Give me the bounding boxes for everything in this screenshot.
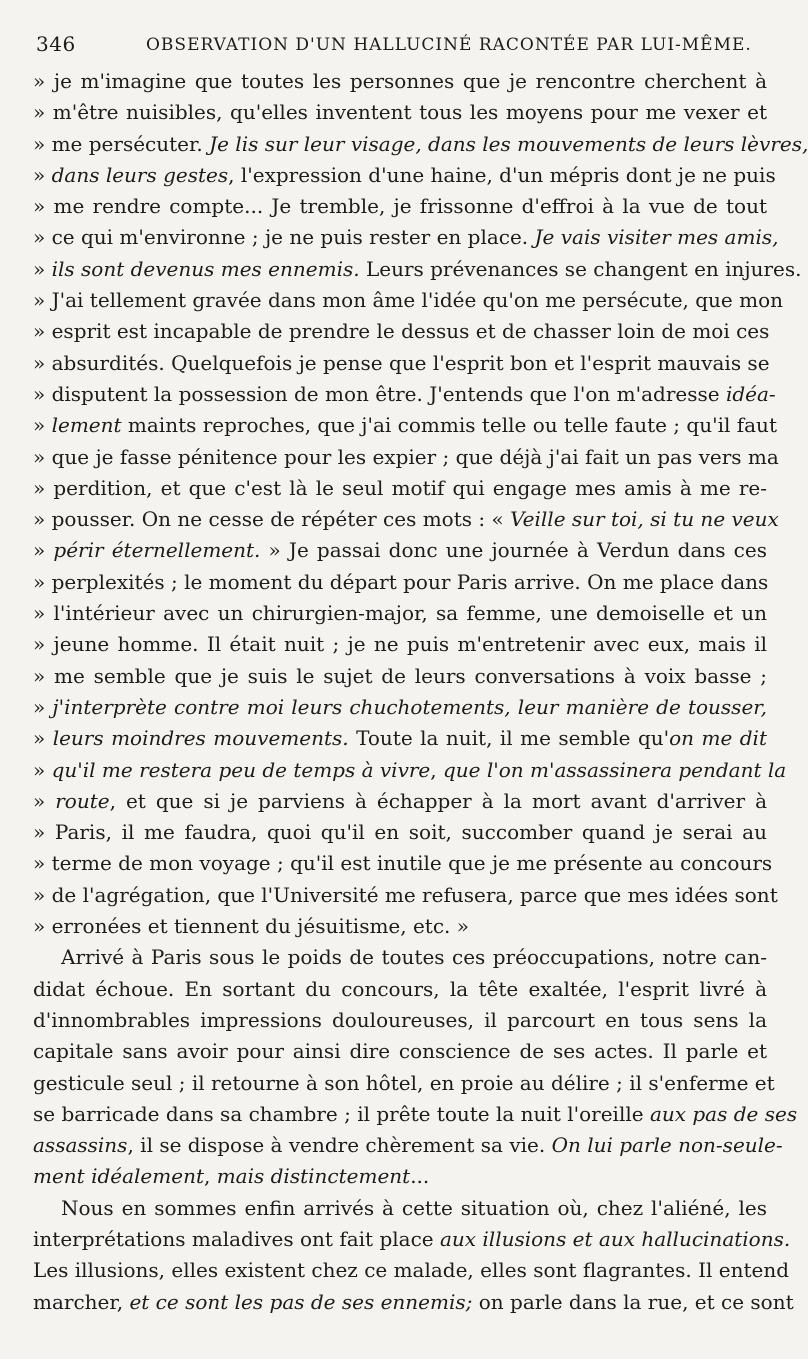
page-body-text <box>33 66 808 1318</box>
text-segment: » Paris, il me faudra, quoi qu'il en soit, succomber quand je serai au <box>33 820 767 845</box>
italic-text: aux illusions et aux hallucinations. <box>439 1226 791 1251</box>
text-segment: Nous en sommes enfin arrivés à cette situation où, chez l'aliéné, les <box>61 1195 767 1220</box>
text-segment: » <box>33 162 52 187</box>
text-line <box>33 598 767 629</box>
page-header <box>36 32 776 62</box>
text-segment: , <box>204 1164 217 1189</box>
text-line <box>33 535 767 566</box>
italic-text: leurs moindres mouvements. <box>52 726 349 751</box>
text-line <box>33 442 779 473</box>
text-line <box>33 222 779 253</box>
text-segment: » que je fasse pénitence pour les expier ; que déjà j'ai fait un pas vers ma <box>33 444 779 469</box>
text-line <box>33 942 767 973</box>
text-segment: marcher, <box>33 1289 130 1314</box>
text-segment: » <box>33 694 53 719</box>
text-segment: » me persécuter. <box>33 131 210 156</box>
italic-text: route <box>55 788 110 813</box>
text-line <box>33 661 767 692</box>
italic-text: Je lis sur leur visage, dans les mouvements de leurs lèvres, <box>209 131 808 156</box>
text-segment: » Je passai donc une journée à Verdun dans ces <box>260 538 767 563</box>
text-segment: » ce qui m'environne ; je ne puis rester en place. <box>33 225 535 250</box>
text-line <box>33 410 777 441</box>
running-title: OBSERVATION D'UN HALLUCINÉ RACONTÉE PAR LUI-MÊME. <box>146 35 752 55</box>
text-line <box>33 692 767 723</box>
text-segment: , <box>430 757 443 782</box>
text-line <box>33 129 808 160</box>
text-segment: on parle dans la rue, et ce sont <box>472 1289 794 1314</box>
text-segment: » <box>33 757 52 782</box>
text-segment: » <box>33 788 56 813</box>
text-line <box>33 629 767 660</box>
text-segment: ... <box>410 1164 430 1189</box>
text-segment: » esprit est incapable de prendre le dessus et de chasser loin de moi ces <box>33 319 770 344</box>
text-segment: gesticule seul ; il retourne à son hôtel, en proie au délire ; il s'enferme et <box>33 1070 775 1095</box>
text-segment: » terme de mon voyage ; qu'il est inutile que je me présente au concours <box>33 851 773 876</box>
text-line <box>33 848 773 879</box>
text-line <box>33 379 776 410</box>
text-segment: » absurdités. Quelquefois je pense que l'esprit bon et l'esprit mauvais se <box>33 350 770 375</box>
italic-text: Je vais visiter mes amis, <box>534 225 779 250</box>
text-line <box>33 504 779 535</box>
italic-text: qu'il me restera peu de temps à vivre <box>51 757 431 782</box>
italic-text: idéa- <box>725 381 776 406</box>
text-segment: » je m'imagine que toutes les personnes que je rencontre cherchent à <box>33 69 767 93</box>
text-segment: » J'ai tellement gravée dans mon âme l'idée qu'on me persécute, que mon <box>33 288 784 313</box>
text-segment: » jeune homme. Il était nuit ; je ne puis m'entretenir avec eux, mais il <box>33 632 767 657</box>
text-line <box>33 1287 794 1318</box>
text-line <box>33 1224 791 1255</box>
text-line <box>33 160 776 191</box>
text-line <box>33 1255 790 1286</box>
text-line <box>33 97 767 128</box>
text-line <box>33 786 767 817</box>
text-segment: » erronées et tiennent du jésuitisme, etc. » <box>33 914 469 939</box>
text-segment: , l'expression d'une haine, d'un mépris dont je ne puis <box>228 162 776 187</box>
text-segment: Les illusions, elles existent chez ce malade, elles sont flagrantes. Il entend <box>33 1258 790 1283</box>
text-segment: maints reproches, que j'ai commis telle ou telle faute ; qu'il faut <box>121 413 777 438</box>
text-line <box>33 1161 767 1192</box>
text-line <box>33 567 767 598</box>
italic-text: lement <box>51 413 122 438</box>
text-segment: » disputent la possession de mon être. J'entends que l'on m'adresse <box>33 381 726 406</box>
italic-text: ils sont devenus mes ennemis. <box>51 256 360 281</box>
text-segment: » me semble que je suis le sujet de leurs conversations à voix basse ; <box>33 663 767 688</box>
italic-text: on me dit <box>669 726 767 751</box>
text-segment: didat échoue. En sortant du concours, la tête exaltée, l'esprit livré à <box>33 976 767 1001</box>
text-line <box>33 1099 798 1130</box>
text-line <box>33 1036 767 1067</box>
text-segment: » pousser. On ne cesse de répéter ces mots : « <box>33 507 511 532</box>
text-segment: » l'intérieur avec un chirurgien-major, sa femme, une demoiselle et un <box>33 601 767 626</box>
text-segment: » <box>33 538 54 563</box>
text-segment: , et que si je parviens à échapper à la mort avant d'arriver à <box>109 788 767 813</box>
italic-text: j'interprète contre moi leurs chuchotements, leur manière de tousser, <box>52 694 768 719</box>
text-segment: » <box>33 726 53 751</box>
text-line <box>33 66 767 97</box>
italic-text: On lui parle non-seule- <box>551 1133 783 1158</box>
text-line <box>33 254 802 285</box>
text-segment: Leurs prévenances se changent en injures. <box>359 256 802 281</box>
text-line <box>33 1005 767 1036</box>
text-line <box>33 755 787 786</box>
page-number: 346 <box>36 32 76 56</box>
text-segment: , il se dispose à vendre chèrement sa vie. <box>127 1133 552 1158</box>
italic-text: et ce sont les pas de ses ennemis; <box>129 1289 473 1314</box>
text-segment: » <box>33 256 52 281</box>
italic-text: périr éternellement. <box>53 538 261 563</box>
italic-text: ment idéalement <box>33 1164 204 1189</box>
text-line <box>33 191 767 222</box>
text-segment: d'innombrables impressions douloureuses, il parcourt en tous sens la <box>33 1007 767 1032</box>
text-segment: » de l'agrégation, que l'Université me refusera, parce que mes idées sont <box>33 882 778 907</box>
text-line <box>33 974 767 1005</box>
text-segment: » <box>33 413 52 438</box>
text-segment: » perdition, et que c'est là le seul motif qui engage mes amis à me re- <box>33 475 767 500</box>
text-segment: » me rendre compte... Je tremble, je frissonne d'effroi à la vue de tout <box>33 194 767 219</box>
text-line <box>33 1130 783 1161</box>
text-line <box>33 348 770 379</box>
italic-text: que l'on m'assassinera pendant la <box>442 757 787 782</box>
text-line <box>33 473 767 504</box>
text-segment: Arrivé à Paris sous le poids de toutes ces préoccupations, notre can- <box>61 945 767 970</box>
text-segment: Toute la nuit, il me semble qu' <box>348 726 670 751</box>
text-line <box>33 1068 775 1099</box>
text-segment: interprétations maladives ont fait place <box>33 1226 440 1251</box>
text-line <box>33 817 767 848</box>
text-segment: capitale sans avoir pour ainsi dire conscience de ses actes. Il parle et <box>33 1039 767 1064</box>
italic-text: assassins <box>33 1133 128 1158</box>
italic-text: aux pas de ses <box>649 1101 798 1126</box>
text-line <box>33 911 767 942</box>
italic-text: dans leurs gestes <box>51 162 229 187</box>
text-line <box>33 1193 767 1224</box>
text-line <box>33 723 767 754</box>
italic-text: Veille sur toi, si tu ne veux <box>510 507 779 532</box>
text-segment: se barricade dans sa chambre ; il prête toute la nuit l'oreille <box>33 1101 650 1126</box>
text-line <box>33 285 784 316</box>
text-line <box>33 880 778 911</box>
text-segment: » perplexités ; le moment du départ pour Paris arrive. On me place dans <box>33 569 769 594</box>
text-segment: » m'être nuisibles, qu'elles inventent tous les moyens pour me vexer et <box>33 100 767 125</box>
italic-text: mais distinctement <box>216 1164 411 1189</box>
text-line <box>33 316 770 347</box>
